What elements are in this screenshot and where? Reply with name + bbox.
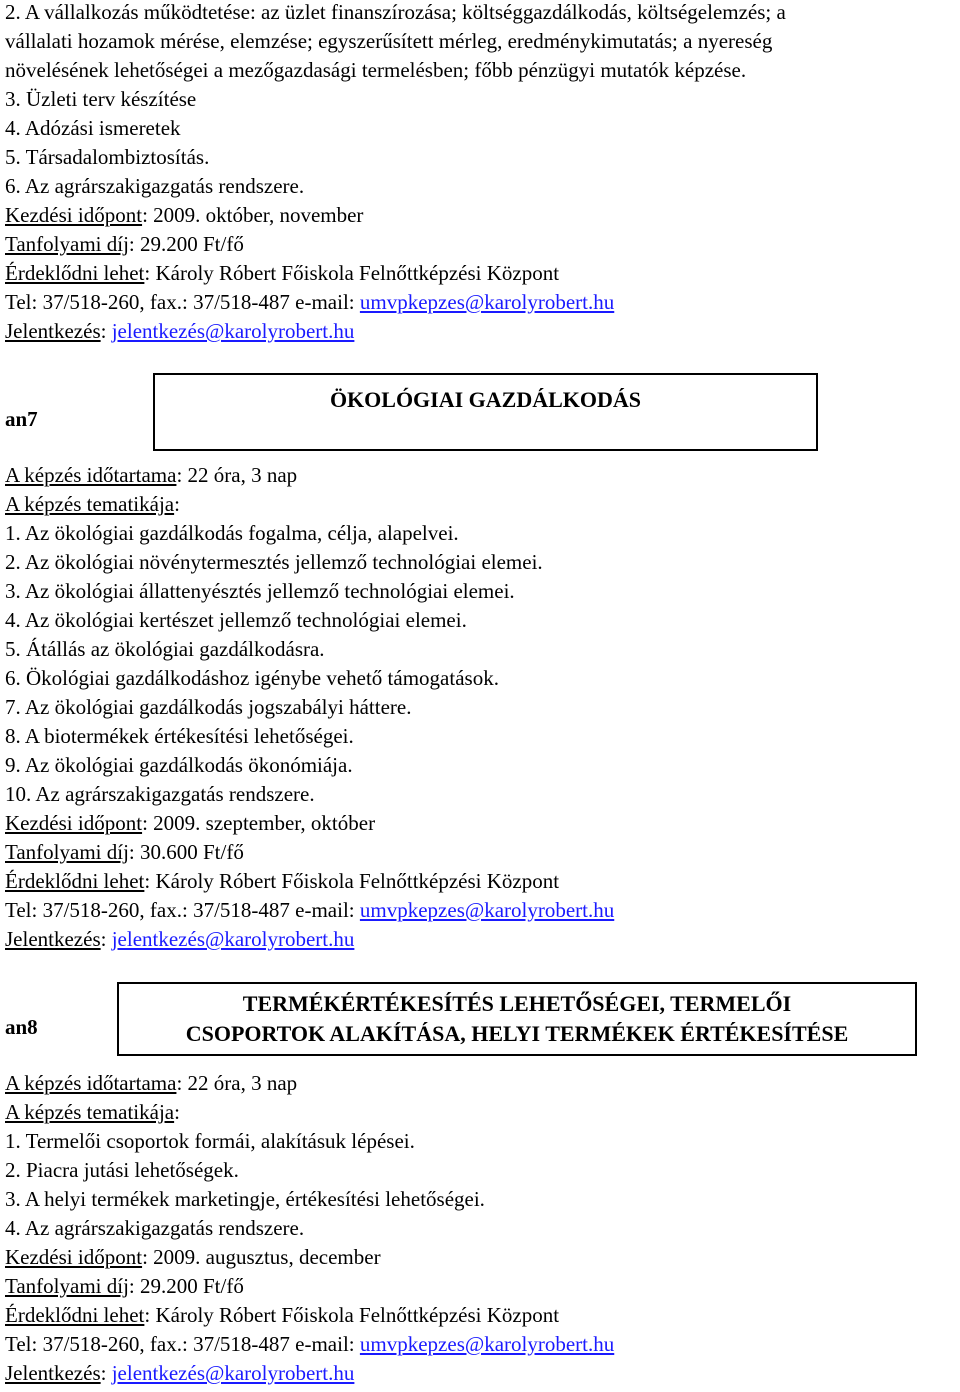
an7-topic-item: 7. Az ökológiai gazdálkodás jogszabályi háttere. [5,695,412,719]
an7-topic-item: 10. Az agrárszakigazgatás rendszere. [5,782,315,806]
an8-code: an8 [5,1015,38,1039]
intro-start-row [5,201,363,230]
register-email-link[interactable]: jelentkezés@karolyrobert.hu [111,1361,355,1385]
duration-value: : 22 óra, 3 nap [176,463,298,487]
start-date-value: : 2009. augusztus, december [142,1245,381,1269]
an8-fee-row [5,1272,244,1301]
register-label: Jelentkezés [5,927,101,951]
an8-title-line-1: TERMÉKÉRTÉKESÍTÉS LEHETŐSÉGEI, TERMELŐI [242,991,792,1016]
an8-tel-row [5,1330,614,1359]
tel-text: Tel: 37/518-260, fax.: 37/518-487 e-mail: [5,1332,360,1356]
an7-start-row [5,809,375,838]
intro-line-2: vállalati hozamok mérése, elemzése; egyszerűsített mérleg, eredménykimutatás; a nyereség [5,29,773,53]
intro-line-7: 6. Az agrárszakigazgatás rendszere. [5,174,305,198]
an7-topic-item: 4. Az ökológiai kertészet jellemző technológiai elemei. [5,608,467,632]
intro-contact-row [5,259,559,288]
topics-sep: : [174,1100,180,1124]
contact-value: : Károly Róbert Főiskola Felnőttképzési Központ [144,1303,560,1327]
an8-topic-item: 1. Termelői csoportok formái, alakításuk lépései. [5,1129,415,1153]
intro-tel-row [5,288,614,317]
register-sep: : [100,927,112,951]
contact-label: Érdeklődni lehet [5,869,145,893]
tel-text: Tel: 37/518-260, fax.: 37/518-487 e-mail: [5,290,360,314]
topics-sep: : [174,492,180,516]
start-date-label: Kezdési időpont [5,203,143,227]
an8-topic-item: 4. Az agrárszakigazgatás rendszere. [5,1216,305,1240]
register-label: Jelentkezés [5,319,101,343]
an8-contact-row [5,1301,559,1330]
duration-value: : 22 óra, 3 nap [176,1071,298,1095]
start-date-label: Kezdési időpont [5,811,143,835]
an8-register-row [5,1359,354,1388]
register-email-link[interactable]: jelentkezés@karolyrobert.hu [111,927,355,951]
fee-value: : 29.200 Ft/fő [128,232,244,256]
an7-title: ÖKOLÓGIAI GAZDÁLKODÁS [329,387,642,412]
an7-topic-item: 9. Az ökológiai gazdálkodás ökonómiája. [5,753,353,777]
register-label: Jelentkezés [5,1361,101,1385]
an8-duration-row [5,1069,297,1098]
an7-topic-item: 3. Az ökológiai állattenyésztés jellemző technológiai elemei. [5,579,515,603]
contact-label: Érdeklődni lehet [5,261,145,285]
register-email-link[interactable]: jelentkezés@karolyrobert.hu [111,319,355,343]
contact-value: : Károly Róbert Főiskola Felnőttképzési Központ [144,869,560,893]
intro-line-6: 5. Társadalombiztosítás. [5,145,210,169]
an8-start-row [5,1243,381,1272]
intro-register-row [5,317,354,346]
fee-label: Tanfolyami díj [5,840,129,864]
contact-value: : Károly Róbert Főiskola Felnőttképzési Központ [144,261,560,285]
intro-fee-row [5,230,244,259]
an8-topic-item: 2. Piacra jutási lehetőségek. [5,1158,239,1182]
start-date-value: : 2009. október, november [142,203,364,227]
an7-code: an7 [5,407,38,431]
tel-text: Tel: 37/518-260, fax.: 37/518-487 e-mail: [5,898,360,922]
register-sep: : [100,1361,112,1385]
fee-value: : 29.200 Ft/fő [128,1274,244,1298]
fee-label: Tanfolyami díj [5,232,129,256]
email-link[interactable]: umvpkepzes@karolyrobert.hu [359,290,615,314]
contact-label: Érdeklődni lehet [5,1303,145,1327]
intro-line-5: 4. Adózási ismeretek [5,116,181,140]
fee-label: Tanfolyami díj [5,1274,129,1298]
intro-line-3: növelésének lehetőségei a mezőgazdasági termelésben; főbb pénzügyi mutatók képzése. [5,58,747,82]
duration-label: A képzés időtartama [5,463,177,487]
an7-fee-row [5,838,244,867]
an7-topic-item: 6. Ökológiai gazdálkodáshoz igénybe vehető támogatások. [5,666,499,690]
start-date-label: Kezdési időpont [5,1245,143,1269]
an7-topic-item: 5. Átállás az ökológiai gazdálkodásra. [5,637,325,661]
an7-topic-item: 1. Az ökológiai gazdálkodás fogalma, célja, alapelvei. [5,521,459,545]
an8-title-line-2: CSOPORTOK ALAKÍTÁSA, HELYI TERMÉKEK ÉRTÉKESÍTÉSE [185,1021,849,1046]
email-link[interactable]: umvpkepzes@karolyrobert.hu [359,898,615,922]
an7-duration-row [5,461,297,490]
an8-topics-header [5,1098,180,1127]
intro-line-1: 2. A vállalkozás működtetése: az üzlet finanszírozása; költséggazdálkodás, költségelemzés; a [5,0,786,24]
fee-value: : 30.600 Ft/fő [128,840,244,864]
an7-title-box [153,373,818,451]
topics-label: A képzés tematikája [5,1100,175,1124]
register-sep: : [100,319,112,343]
an7-topic-item: 8. A biotermékek értékesítési lehetőségei. [5,724,354,748]
an8-topic-item: 3. A helyi termékek marketingje, értékesítési lehetőségei. [5,1187,485,1211]
an7-register-row [5,925,354,954]
an7-tel-row [5,896,614,925]
duration-label: A képzés időtartama [5,1071,177,1095]
start-date-value: : 2009. szeptember, október [142,811,376,835]
topics-label: A képzés tematikája [5,492,175,516]
an7-topic-item: 2. Az ökológiai növénytermesztés jellemző technológiai elemei. [5,550,543,574]
an7-topics-header [5,490,180,519]
email-link[interactable]: umvpkepzes@karolyrobert.hu [359,1332,615,1356]
an7-contact-row [5,867,559,896]
intro-line-4: 3. Üzleti terv készítése [5,87,197,111]
an8-title-box [117,982,917,1056]
